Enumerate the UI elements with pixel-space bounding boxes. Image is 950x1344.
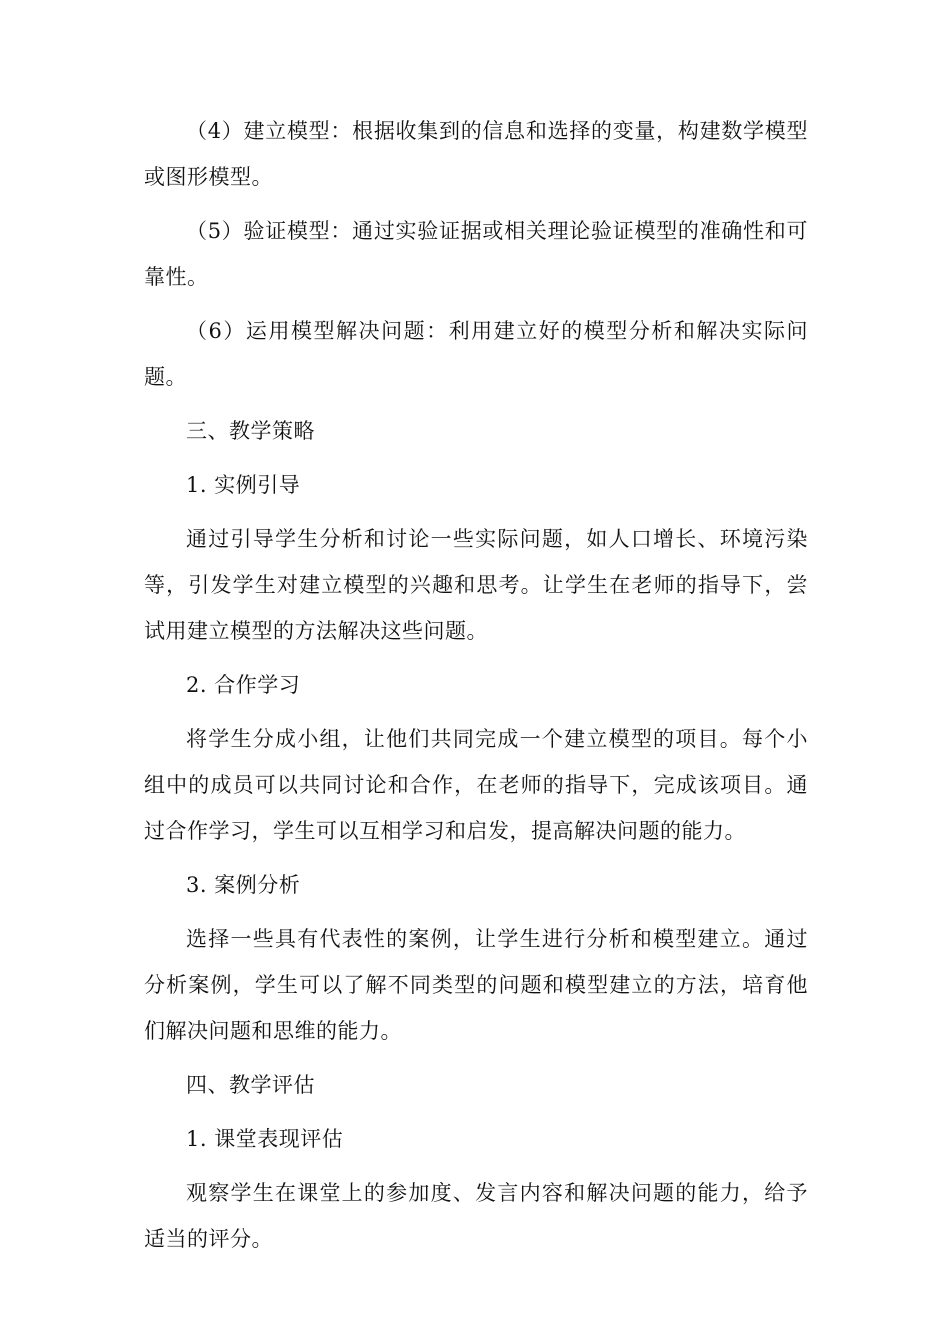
document-page bbox=[144, 108, 808, 1262]
paragraph-cooperative-learning: 将学生分成小组，让他们共同完成一个建立模型的项目。每个小组中的成员可以共同讨论和合作，在老师的指导下，完成该项目。通过合作学习，学生可以互相学习和启发，提高解决问题的能力。 bbox=[144, 727, 808, 843]
paragraph-class-performance: 观察学生在课堂上的参加度、发言内容和解决问题的能力，给予适当的评分。 bbox=[144, 1181, 808, 1251]
paragraph-example-guide: 通过引导学生分析和讨论一些实际问题，如人口增长、环境污染等，引发学生对建立模型的兴趣和思考。让学生在老师的指导下，尝试用建立模型的方法解决这些问题。 bbox=[144, 527, 808, 643]
step-apply-model: （6）运用模型解决问题：利用建立好的模型分析和解决实际问题。 bbox=[144, 319, 808, 389]
section-heading-evaluation: 四、教学评估 bbox=[186, 1073, 315, 1097]
subheading-class-performance: 1. 课堂表现评估 bbox=[186, 1127, 344, 1151]
subheading-example-guide: 1. 实例引导 bbox=[186, 473, 301, 497]
step-verify-model: （5）验证模型：通过实验证据或相关理论验证模型的准确性和可靠性。 bbox=[144, 219, 808, 289]
subheading-case-analysis: 3. 案例分析 bbox=[186, 873, 301, 897]
step-build-model: （4）建立模型：根据收集到的信息和选择的变量，构建数学模型或图形模型。 bbox=[144, 119, 808, 189]
paragraph-case-analysis: 选择一些具有代表性的案例，让学生进行分析和模型建立。通过分析案例，学生可以了解不同类型的问题和模型建立的方法，培育他们解决问题和思维的能力。 bbox=[144, 927, 808, 1043]
section-heading-strategy: 三、教学策略 bbox=[186, 419, 315, 443]
subheading-cooperative-learning: 2. 合作学习 bbox=[186, 673, 301, 697]
